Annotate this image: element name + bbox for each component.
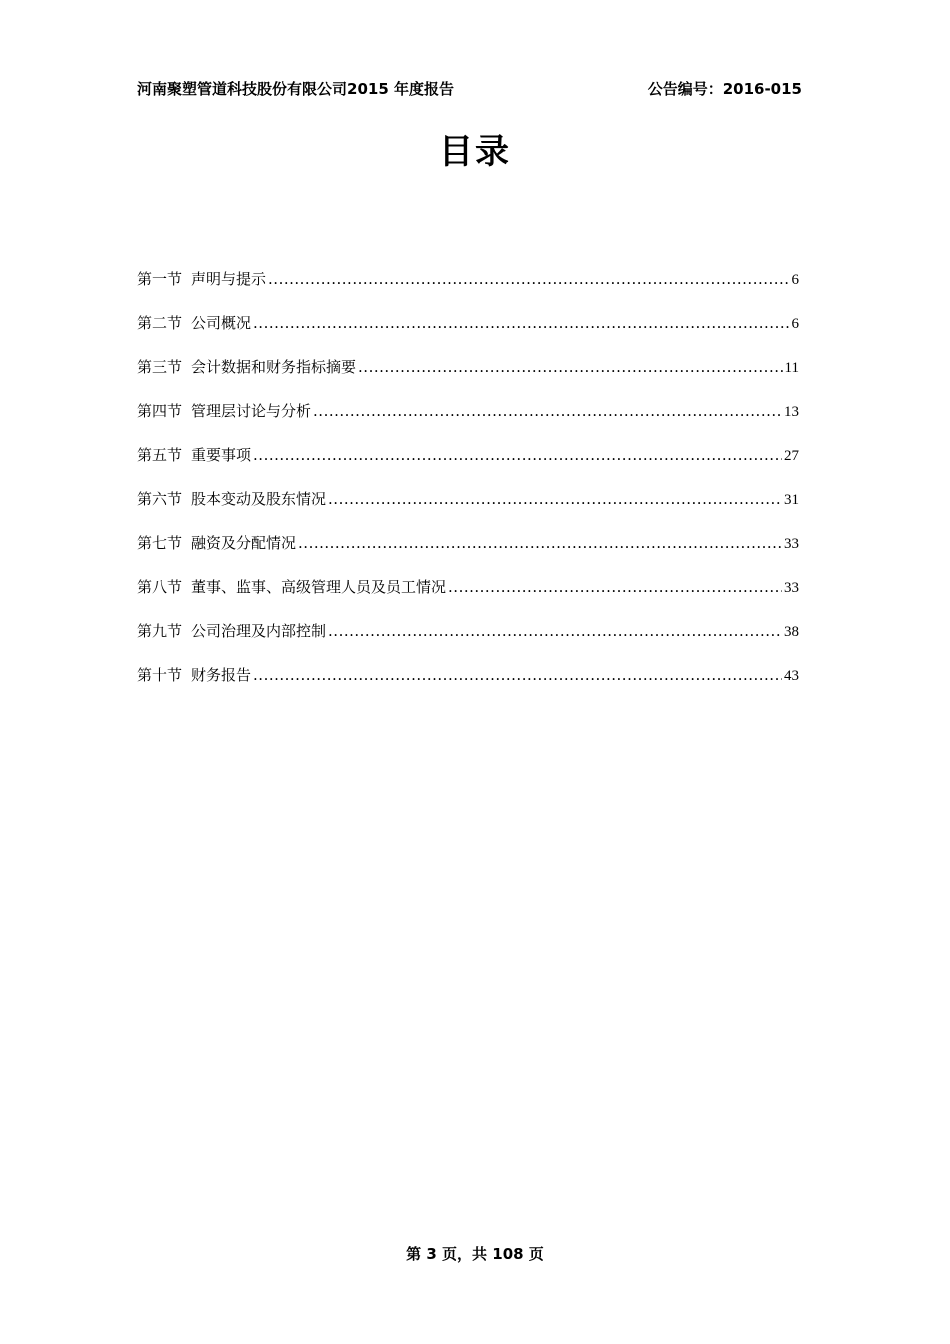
toc-leader-dots <box>268 265 789 293</box>
toc-leader-dots <box>328 617 782 645</box>
toc-section-number: 第一节 <box>137 270 183 288</box>
toc-leader-dots <box>253 661 782 689</box>
toc-entry[interactable] <box>137 617 799 661</box>
toc-section-name: 管理层讨论与分析 <box>191 402 312 420</box>
toc-section-name: 财务报告 <box>191 666 252 684</box>
toc-section-name: 声明与提示 <box>191 270 267 288</box>
toc-section-number: 第九节 <box>137 622 183 640</box>
toc-section-number: 第十节 <box>137 666 183 684</box>
toc-leader-dots <box>253 309 789 337</box>
company-report-title: 河南聚塑管道科技股份有限公司2015 年度报告 <box>137 80 454 98</box>
toc-section-number: 第四节 <box>137 402 183 420</box>
toc-section-number: 第三节 <box>137 358 183 376</box>
table-of-contents <box>137 265 799 705</box>
toc-page-number: 13 <box>784 404 799 420</box>
toc-entry[interactable] <box>137 397 799 441</box>
toc-page-number: 31 <box>784 492 799 508</box>
toc-page-number: 6 <box>791 272 799 288</box>
toc-page-number: 38 <box>784 624 799 640</box>
toc-page-number: 33 <box>784 580 799 596</box>
toc-section-name: 公司治理及内部控制 <box>191 622 327 640</box>
toc-leader-dots <box>298 529 782 557</box>
toc-entry[interactable] <box>137 573 799 617</box>
toc-entry[interactable] <box>137 485 799 529</box>
page-title: 目录 <box>439 132 511 172</box>
toc-page-number: 33 <box>784 536 799 552</box>
toc-leader-dots <box>358 353 783 381</box>
toc-section-number: 第八节 <box>137 578 183 596</box>
toc-page-number: 6 <box>791 316 799 332</box>
toc-section-number: 第五节 <box>137 446 183 464</box>
toc-entry[interactable] <box>137 529 799 573</box>
announcement-number: 公告编号：2016-015 <box>647 80 802 98</box>
toc-entry[interactable] <box>137 441 799 485</box>
toc-leader-dots <box>448 573 782 601</box>
toc-section-name: 股本变动及股东情况 <box>191 490 327 508</box>
page-header <box>137 78 802 102</box>
toc-entry[interactable] <box>137 661 799 705</box>
toc-leader-dots <box>313 397 782 425</box>
toc-section-name: 融资及分配情况 <box>191 534 297 552</box>
toc-page-number: 11 <box>784 360 799 376</box>
toc-section-number: 第二节 <box>137 314 183 332</box>
toc-section-name: 会计数据和财务指标摘要 <box>191 358 357 376</box>
toc-section-name: 公司概况 <box>191 314 252 332</box>
toc-entry[interactable] <box>137 309 799 353</box>
toc-section-name: 重要事项 <box>191 446 252 464</box>
toc-entry[interactable] <box>137 265 799 309</box>
toc-entry[interactable] <box>137 353 799 397</box>
toc-page-number: 43 <box>784 668 799 684</box>
toc-section-name: 董事、监事、高级管理人员及员工情况 <box>191 578 447 596</box>
toc-section-number: 第七节 <box>137 534 183 552</box>
toc-page-number: 27 <box>784 448 799 464</box>
toc-section-number: 第六节 <box>137 490 183 508</box>
toc-leader-dots <box>328 485 782 513</box>
toc-leader-dots <box>253 441 782 469</box>
page-footer: 第 3 页，共 108 页 <box>406 1245 544 1263</box>
